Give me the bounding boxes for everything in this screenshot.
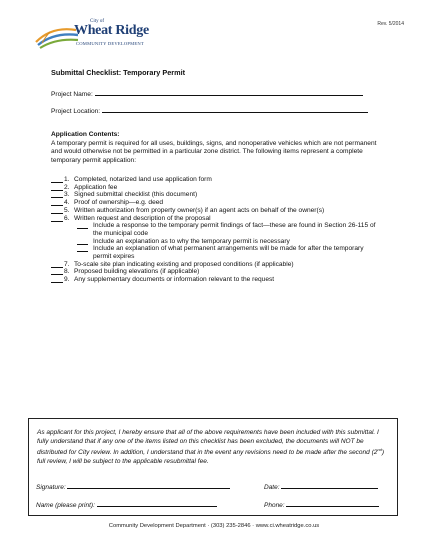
phone-row xyxy=(264,500,379,509)
logo-dept-text: COMMUNITY DEVELOPMENT xyxy=(76,41,144,46)
signature-label: Signature: xyxy=(36,484,66,491)
checklist-subitem: Include an explanation of what permanent arrangements will be made for after the temporary permit expires xyxy=(51,245,381,260)
city-logo xyxy=(32,18,150,52)
check-blank[interactable] xyxy=(51,191,63,198)
checklist-item: 9. Any supplementary documents or information relevant to the request xyxy=(51,276,381,284)
contents-heading: Application Contents: xyxy=(51,131,120,138)
date-row xyxy=(264,482,378,491)
date-field[interactable] xyxy=(281,482,378,489)
check-blank[interactable] xyxy=(51,268,63,275)
check-blank[interactable] xyxy=(77,245,88,252)
checklist-item: 5. Written authorization from property owner(s) if an agent acts on behalf of the owner(s) xyxy=(51,207,381,215)
signature-row xyxy=(36,482,230,491)
checklist-item: 4. Proof of ownership—e.g. deed xyxy=(51,199,381,207)
signature-field[interactable] xyxy=(67,482,230,489)
date-label: Date: xyxy=(264,484,280,491)
application-contents xyxy=(51,131,381,165)
checklist-item: 8. Proposed building elevations (if applicable) xyxy=(51,268,381,276)
wheat-logo-icon xyxy=(32,18,80,52)
page-title: Submittal Checklist: Temporary Permit xyxy=(51,68,186,77)
project-location-row xyxy=(51,106,368,115)
certification-text: As applicant for this project, I hereby ensure that all of the above requirements have been included with this submittal. I fully understand that if any one of the items listed on this checklist has been excluded, the documents will NOT be distributed for City review. In addition, I understand that in the event any revisions need to be made after the second (2nd) full review, I will be subject to the applicable resubmittal fee. xyxy=(37,429,384,465)
project-name-label: Project Name: xyxy=(51,91,93,98)
project-name-field[interactable] xyxy=(95,89,363,96)
name-row xyxy=(36,500,217,509)
phone-field[interactable] xyxy=(286,500,379,507)
check-blank[interactable] xyxy=(51,276,63,283)
project-name-row xyxy=(51,89,363,98)
checklist-item: 3. Signed submittal checklist (this document) xyxy=(51,191,381,199)
name-label: Name (please print): xyxy=(36,502,95,509)
checklist-subitem: Include an explanation as to why the temporary permit is necessary xyxy=(51,238,381,246)
check-blank[interactable] xyxy=(51,261,63,268)
checklist-item: 2. Application fee xyxy=(51,184,381,192)
checklist-item: 7. To-scale site plan indicating existing and proposed conditions (if applicable) xyxy=(51,261,381,269)
name-field[interactable] xyxy=(97,500,217,507)
check-blank[interactable] xyxy=(51,199,63,206)
project-location-field[interactable] xyxy=(102,106,368,113)
logo-name-text: Wheat Ridge xyxy=(74,23,149,38)
check-blank[interactable] xyxy=(51,215,63,222)
check-blank[interactable] xyxy=(51,184,63,191)
checklist-item: 1. Completed, notarized land use application form xyxy=(51,176,381,184)
revision-date: Rev. 5/2014 xyxy=(377,21,404,27)
contents-intro: A temporary permit is required for all uses, buildings, signs, and nonoperative vehicles which are not permanent and would otherwise not be permitted in a particular zone district. The following items represent a complete temporary permit application: xyxy=(51,139,377,164)
check-blank[interactable] xyxy=(51,207,63,214)
page-footer: Community Development Department · (303) 235-2846 · www.ci.wheatridge.co.us xyxy=(108,523,320,529)
phone-label: Phone: xyxy=(264,502,285,509)
check-blank[interactable] xyxy=(77,238,88,245)
check-blank[interactable] xyxy=(51,176,63,183)
checklist-item: 6. Written request and description of the proposal xyxy=(51,215,381,223)
checklist-subitem: Include a response to the temporary permit findings of fact—these are found in Section 26-115 of the municipal code xyxy=(51,222,381,237)
checklist xyxy=(51,176,381,284)
project-location-label: Project Location: xyxy=(51,108,101,115)
logo-city-text: City of xyxy=(90,19,105,24)
check-blank[interactable] xyxy=(77,222,88,229)
